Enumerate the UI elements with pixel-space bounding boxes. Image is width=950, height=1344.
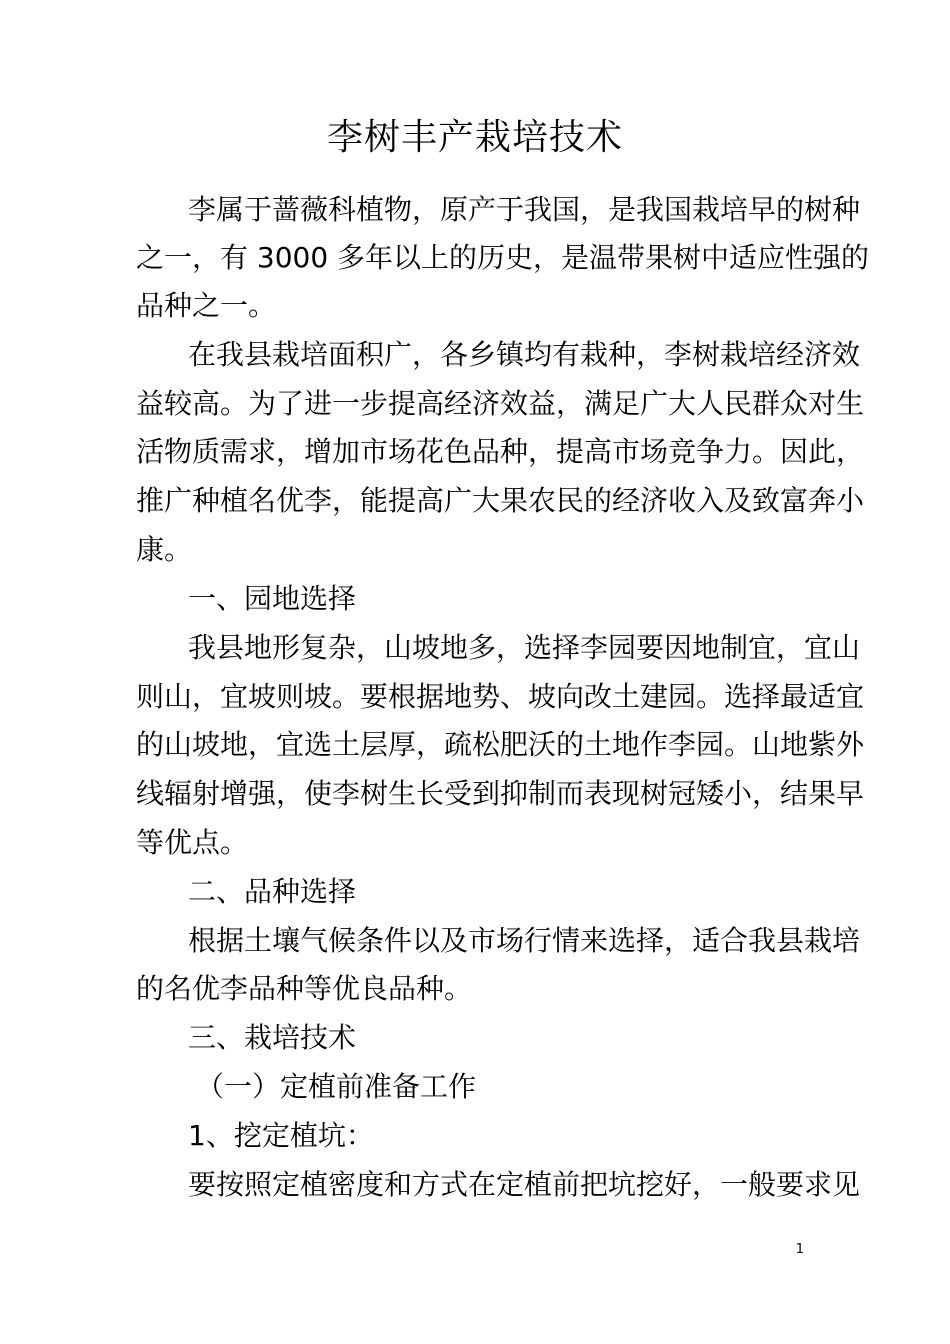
paragraph-line: 益较高。为了进一步提高经济效益，满足广大人民群众对生	[136, 387, 865, 420]
paragraph-line: 的名优李品种等优良品种。	[136, 972, 473, 1005]
paragraph-line: 在我县栽培面积广，各乡镇均有栽种，李树栽培经济效	[188, 338, 861, 371]
paragraph-line: 要按照定植密度和方式在定植前把坑挖好，一般要求见	[188, 1168, 861, 1201]
section-heading: 二、品种选择	[188, 875, 357, 908]
section-heading: 一、园地选择	[188, 582, 357, 615]
paragraph-line: 之一，有 3000 多年以上的历史，是温带果树中适应性强的	[136, 241, 870, 274]
paragraph-line: 李属于蔷薇科植物，原产于我国，是我国栽培早的树种	[188, 193, 861, 226]
paragraph-line: 品种之一。	[136, 289, 277, 322]
page-number: 1	[795, 1242, 804, 1257]
paragraph-line: 活物质需求，增加市场花色品种，提高市场竞争力。因此，	[136, 435, 865, 468]
paragraph-line: 的山坡地，宜选土层厚，疏松肥沃的土地作李园。山地紫外	[136, 728, 865, 761]
paragraph-line: 推广种植名优李，能提高广大果农民的经济收入及致富奔小	[136, 484, 865, 517]
item-heading: 1、挖定植坑：	[188, 1119, 374, 1152]
paragraph-line: 根据土壤气候条件以及市场行情来选择，适合我县栽培	[188, 924, 861, 957]
paragraph-line: 线辐射增强，使李树生长受到抑制而表现树冠矮小，结果早	[136, 777, 865, 810]
paragraph-line: 则山，宜坡则坡。要根据地势、坡向改土建园。选择最适宜	[136, 680, 865, 713]
subsection-heading: （一）定植前准备工作	[196, 1070, 477, 1103]
paragraph-line: 康。	[136, 533, 193, 566]
paragraph-line: 等优点。	[136, 826, 249, 859]
document-title: 李树丰产栽培技术	[326, 117, 623, 158]
section-heading: 三、栽培技术	[188, 1021, 357, 1054]
paragraph-line: 我县地形复杂，山坡地多，选择李园要因地制宜，宜山	[188, 631, 861, 664]
